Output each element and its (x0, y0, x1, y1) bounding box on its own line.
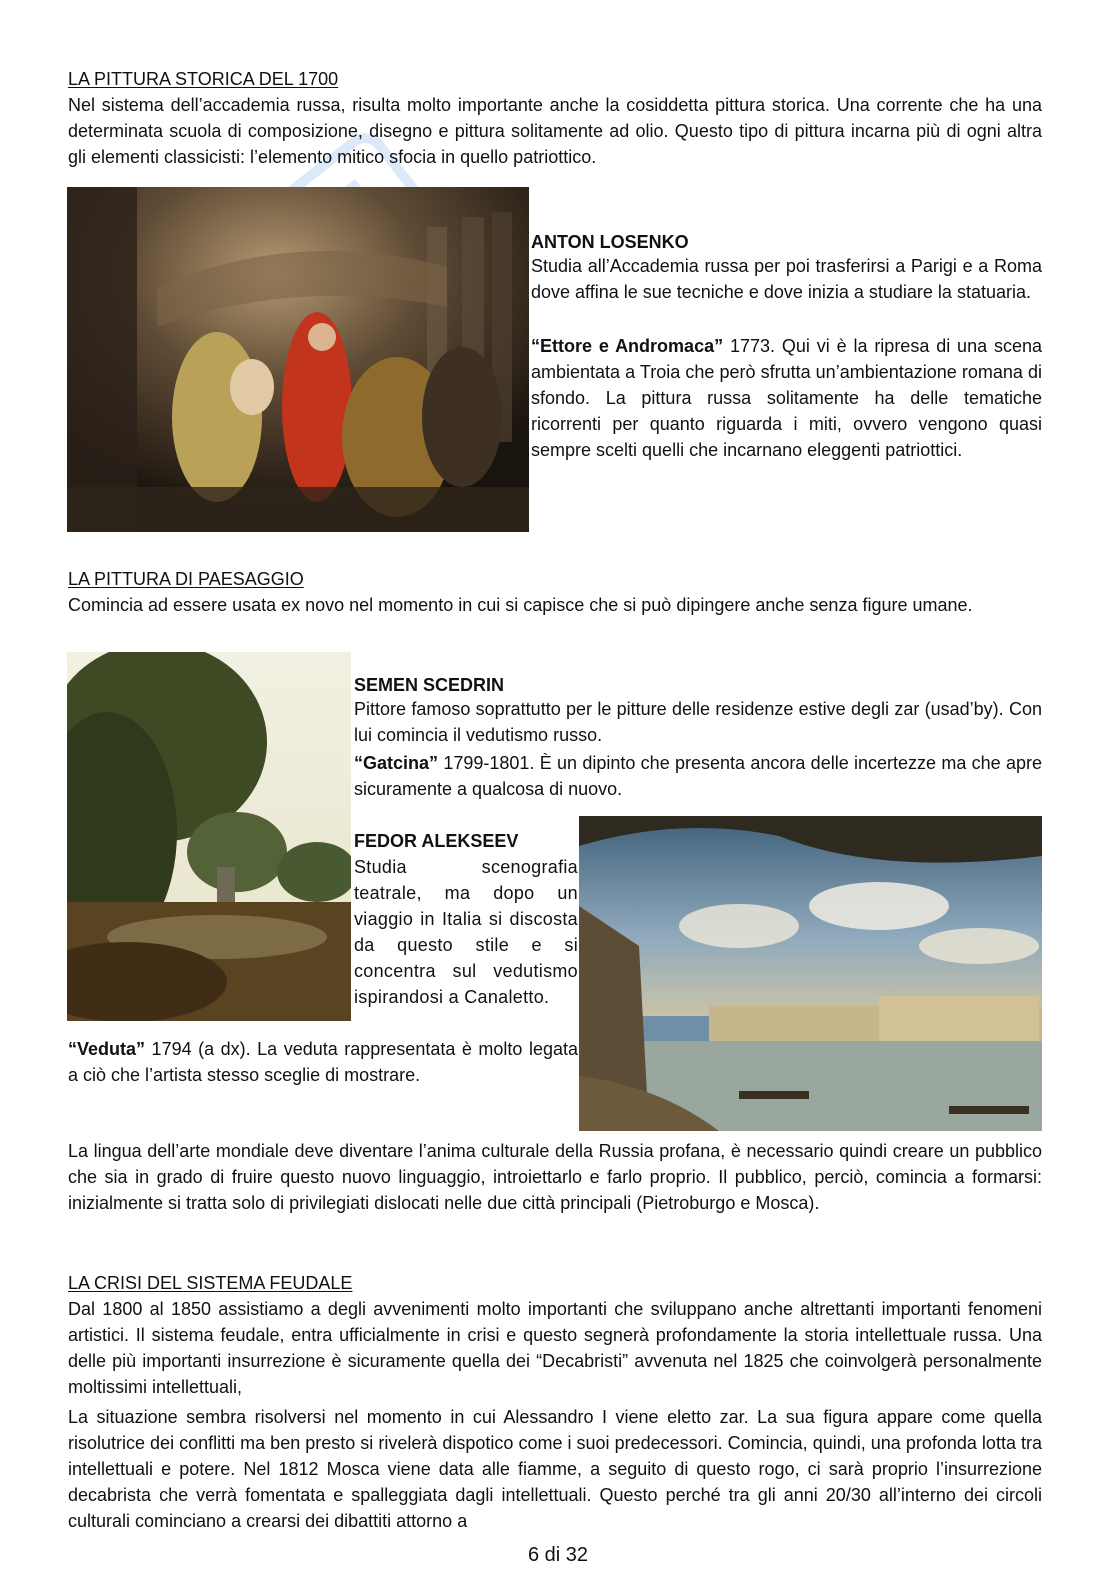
crisis-paragraph-2: La situazione sembra risolversi nel momento in cui Alessandro I viene eletto zar. La sua figura appare come quella risolutrice dei conflitti ma ben presto si rivelerà dispotico come i suoi predecessori. Comincia, quindi, una profonda lotta tra intellettuali e potere. Nel 1812 Mosca viene data alle fiamme, a seguito di questo rogo, ci sarà proprio l’insurrezione decabrista che verrà fomentata e spalleggiata dagli intellettuali. Questo perché tra gli anni 20/30 all’interno dei circoli culturali cominciano a crearsi dei dibattiti attorno a (68, 1407, 1042, 1531)
painting-veduta (579, 816, 1042, 1131)
alekseev-work-paragraph (68, 1036, 578, 1088)
scedrin-work-paragraph (354, 750, 1042, 802)
alekseev-work-text: 1794 (a dx). La veduta rappresentata è molto legata a ciò che l’artista stesso sceglie di mostrare. (68, 1039, 578, 1085)
crisis-paragraph-1: Dal 1800 al 1850 assistiamo a degli avvenimenti molto importanti che sviluppano anche altrettanti importanti fenomeni artistici. Il sistema feudale, entra ufficialmente in crisi e questo segnerà profondamente la storia intellettuale russa. Una delle più importanti insurrezione è sicuramente quella dei “Decabristi” avvenuta nel 1825 che coinvolgerà personalmente moltissimi intellettuali, (68, 1299, 1042, 1397)
section-heading-crisis: LA CRISI DEL SISTEMA FEUDALE (68, 1273, 353, 1293)
losenko-work-text: 1773. Qui vi è la ripresa di una scena ambientata a Troia che però sfrutta un’ambientazione romana di sfondo. La pittura russa solitamente ha delle tematiche ricorrenti per quanto riguarda i miti, ovvero vengono quasi sempre scelti quelli che incarnano eleggenti patriottici. (531, 336, 1042, 460)
losenko-bio: Studia all’Accademia russa per poi trasferirsi a Parigi e a Roma dove affina le sue tecniche e dove inizia a studiare la statuaria. (531, 256, 1042, 302)
scedrin-work-text: 1799-1801. È un dipinto che presenta ancora delle incertezze ma che apre sicuramente a qualcosa di nuovo. (354, 753, 1042, 799)
scedrin-bio: Pittore famoso soprattutto per le pitture delle residenze estive degli zar (usad’by). Con lui comincia il vedutismo russo. (354, 699, 1042, 745)
painting-gatcina (67, 652, 351, 1021)
losenko-work-paragraph (531, 333, 1042, 463)
page-number: 6 di 32 (527, 1544, 589, 1566)
painting-ettore-e-andromaca (67, 187, 529, 532)
artist-name-losenko: ANTON LOSENKO (531, 232, 689, 252)
work-title-ettore: “Ettore e Andromaca” (531, 336, 724, 356)
alekseev-bio: Studia scenografia teatrale, ma dopo un viaggio in Italia si discosta da questo stile e si concentra sul vedutismo ispirandosi a Canaletto. (354, 857, 578, 1007)
landscape-outro: La lingua dell’arte mondiale deve diventare l’anima culturale della Russia profana, è necessario quindi creare un pubblico che sia in grado di fruire questo nuovo linguaggio, introiettarlo e farlo proprio. Il pubblico, perciò, comincia a formarsi: inizialmente si tratta solo di privilegiati dislocati nelle due città principali (Pietroburgo e Mosca). (68, 1141, 1042, 1213)
artist-name-scedrin: SEMEN SCEDRIN (354, 675, 505, 695)
section-heading-historical: LA PITTURA STORICA DEL 1700 (68, 69, 339, 89)
landscape-intro: Comincia ad essere usata ex novo nel momento in cui si capisce che si può dipingere anche senza figure umane. (68, 595, 973, 615)
work-title-gatcina: “Gatcina” (354, 753, 439, 773)
historical-intro: Nel sistema dell’accademia russa, risulta molto importante anche la cosiddetta pittura storica. Una corrente che ha una determinata scuola di composizione, disegno e pittura solitamente ad olio. Questo tipo di pittura incarna più di ogni altra gli elementi classicisti: l’elemento mitico sfocia in quello patriottico. (68, 95, 1042, 167)
artist-name-alekseev: FEDOR ALEKSEEV (354, 831, 519, 851)
section-heading-landscape: LA PITTURA DI PAESAGGIO (68, 569, 304, 589)
work-title-veduta: “Veduta” (68, 1039, 146, 1059)
